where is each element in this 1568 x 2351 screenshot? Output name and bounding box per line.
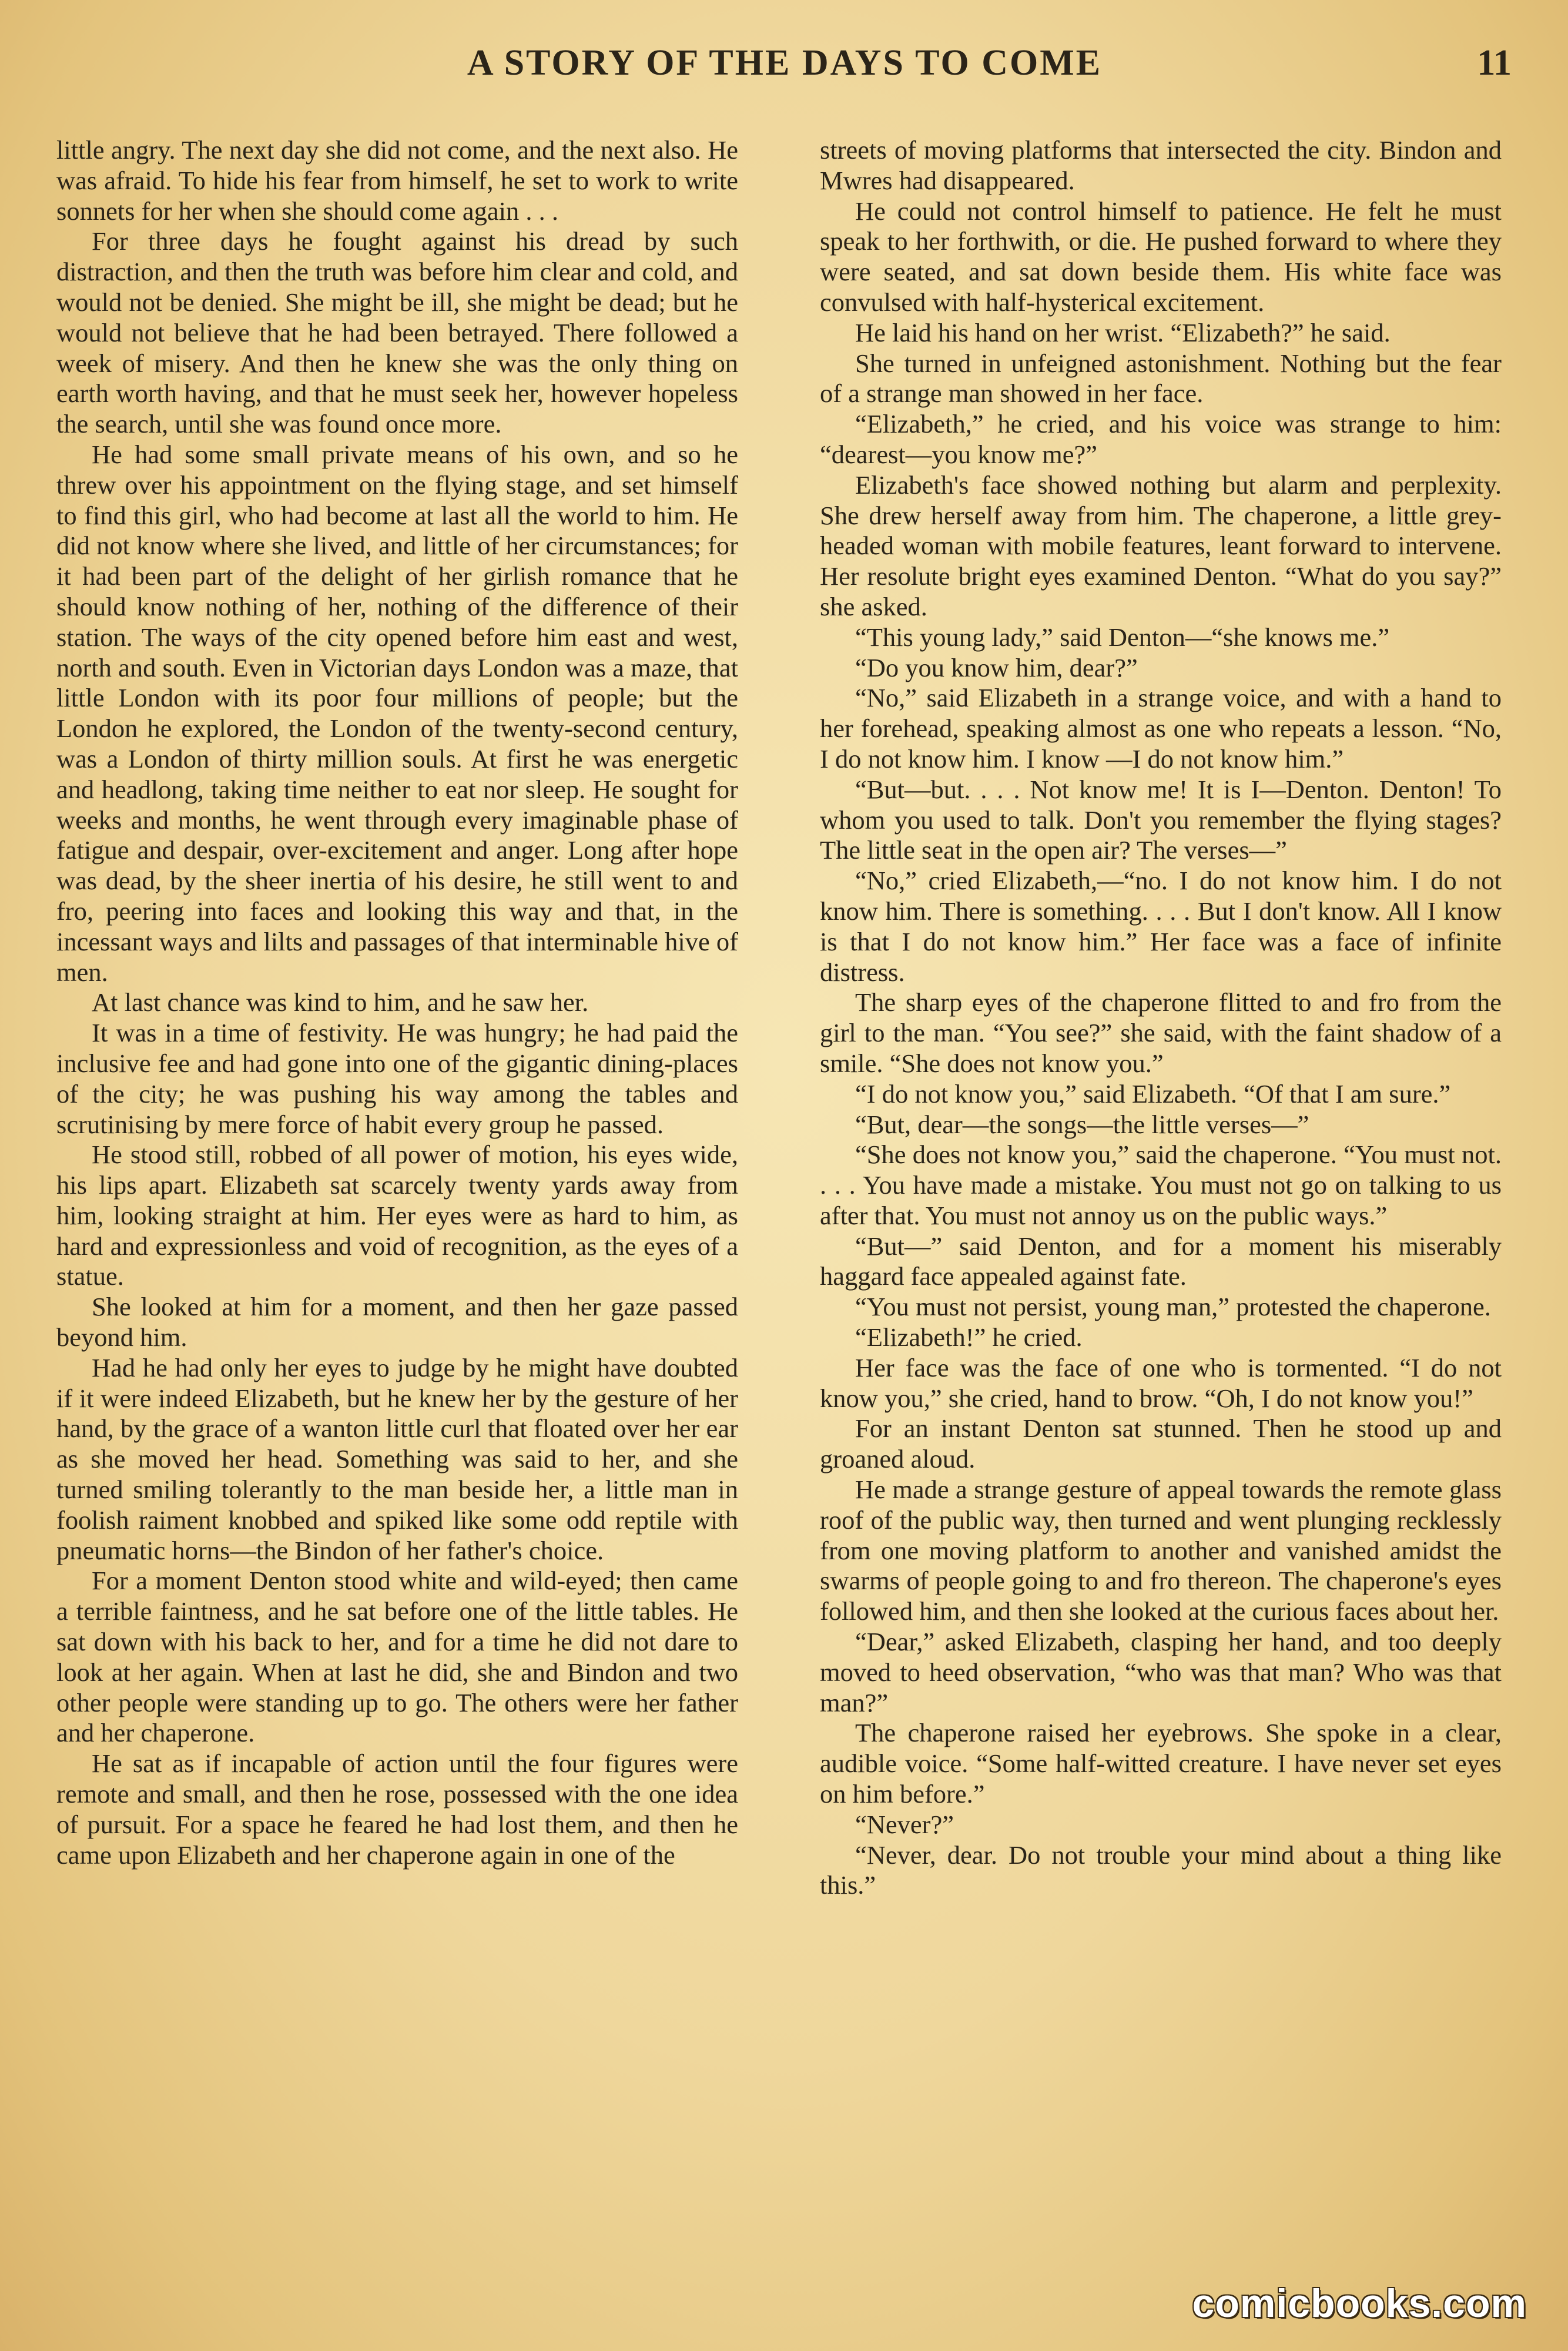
- paragraph: He had some small private means of his own, and so he threw over his appointment on the flying stage, and set himself to find this girl, who had become at last all the world to him. He did not know where she lived, and little of her circumstances; for it had been part of the delight of her girlish romance that he should know nothing of her, nothing of the difference of their station. The ways of the city opened before him east and west, north and south. Even in Victorian days London was a maze, that little London with its poor four millions of people; but the London he explored, the London of the twenty-second century, was a London of thirty million souls. At first he was energetic and headlong, taking time neither to eat nor sleep. He sought for weeks and months, he went through every imaginable phase of fatigue and despair, over-excitement and anger. Long after hope was dead, by the sheer inertia of his desire, he still went to and fro, peering into faces and looking this way and that, in the incessant ways and lilts and passages of that interminable hive of men.: [56, 439, 738, 987]
- paragraph: He laid his hand on her wrist. “Elizabeth?” he said.: [855, 317, 1391, 347]
- paragraph: He could not control himself to patience. He felt he must speak to her forthwith, or die. He pushed forward to where they were seated, and sat down beside them. His white face was convulsed with half-hysterical excitement.: [820, 196, 1502, 317]
- paragraph: For three days he fought against his dread by such distraction, and then the truth was before him clear and cold, and would not be denied. She might be ill, she might be dead; but he would not believe that he had been betrayed. There followed a week of misery. And then he knew she was the only thing on earth worth having, and that he must seek her, however hopeless the search, until she was found once more.: [56, 226, 738, 439]
- paragraph: He made a strange gesture of appeal towards the remote glass roof of the public way, then turned and went plunging recklessly from one moving platform to another and vanished amidst the swarms of people going to and fro thereon. The chaperone's eyes followed him, and then she looked at the curious faces about her.: [820, 1475, 1502, 1626]
- paragraph: “She does not know you,” said the chaperone. “You must not. . . . You have made a mistake. You must not go on talking to us after that. You must not annoy us on the public ways.”: [820, 1140, 1502, 1230]
- paragraph: “But—but. . . . Not know me! It is I—Denton. Denton! To whom you used to talk. Don't you remember the flying stages? The little seat in the open air? The verses—”: [820, 774, 1502, 865]
- paragraph: The sharp eyes of the chaperone flitted to and fro from the girl to the man. “You see?” she said, with the faint shadow of a smile. “She does not know you.”: [820, 987, 1502, 1078]
- paragraph: “Dear,” asked Elizabeth, clasping her hand, and too deeply moved to heed observation, “who was that man? Who was that man?”: [820, 1627, 1502, 1717]
- paragraph: He sat as if incapable of action until the four figures were remote and small, and then he rose, possessed with the one idea of pursuit. For a space he feared he had lost them, and then he came upon Elizabeth and her chaperone again in one of the: [56, 1749, 738, 1870]
- paragraph: It was in a time of festivity. He was hungry; he had paid the inclusive fee and had gone into one of the gigantic dining-places of the city; he was pushing his way among the tables and scrutinising by mere force of habit every group he passed.: [56, 1018, 738, 1139]
- paragraph: He stood still, robbed of all power of motion, his eyes wide, his lips apart. Elizabeth sat scarcely twenty yards away from him, looking straight at him. Her eyes were as hard to him, as hard and expressionless and void of recognition, as the eyes of a statue.: [56, 1140, 738, 1291]
- paragraph: “No,” cried Elizabeth,—“no. I do not know him. I do not know him. There is something. . . . But I don't know. All I know is that I do not know him.” Her face was a face of infinite distress.: [820, 866, 1502, 987]
- paragraph: She looked at him for a moment, and then her gaze passed beyond him.: [56, 1292, 738, 1352]
- paragraph: For an instant Denton sat stunned. Then he stood up and groaned aloud.: [820, 1414, 1502, 1474]
- page-header: [53, 36, 1516, 101]
- paragraph: little angry. The next day she did not come, and the next also. He was afraid. To hide his fear from himself, he set to work to write sonnets for her when she should come again . . .: [56, 135, 738, 226]
- paragraph: “No,” said Elizabeth in a strange voice, and with a hand to her forehead, speaking almost as one who repeats a lesson. “No, I do not know him. I know —I do not know him.”: [820, 683, 1502, 773]
- paragraph: “Elizabeth!” he cried.: [855, 1322, 1083, 1352]
- paragraph: She turned in unfeigned astonishment. Nothing but the fear of a strange man showed in her face.: [820, 348, 1502, 408]
- paragraph: The chaperone raised her eyebrows. She spoke in a clear, audible voice. “Some half-witted creature. I have never set eyes on him before.”: [820, 1718, 1502, 1809]
- paragraph: Had he had only her eyes to judge by he might have doubted if it were indeed Elizabeth, but he knew her by the gesture of her hand, by the grace of a wanton little curl that floated over her ear as she moved her head. Something was said to her, and she turned smiling tolerantly to the man beside her, a little man in foolish raiment knobbed and spiked like some odd reptile with pneumatic horns—the Bindon of her father's choice.: [56, 1352, 738, 1565]
- paragraph: streets of moving platforms that intersected the city. Bindon and Mwres had disappeared.: [820, 135, 1502, 195]
- paragraph: For a moment Denton stood white and wild-eyed; then came a terrible faintness, and he sat before one of the little tables. He sat down with his back to her, and for a time he did not dare to look at her again. When at last he did, she and Bindon and two other people were standing up to go. The others were her father and her chaperone.: [56, 1566, 738, 1748]
- paragraph: “I do not know you,” said Elizabeth. “Of that I am sure.”: [855, 1079, 1451, 1108]
- page-number: 11: [1477, 43, 1512, 83]
- site-watermark: comicbooks.com: [1192, 2281, 1527, 2326]
- paragraph: “Never, dear. Do not trouble your mind about a thing like this.”: [820, 1840, 1502, 1900]
- paragraph: “But, dear—the songs—the little verses—”: [855, 1109, 1309, 1139]
- paragraph: “But—” said Denton, and for a moment his miserably haggard face appealed against fate.: [820, 1231, 1502, 1291]
- paragraph: “You must not persist, young man,” protested the chaperone.: [855, 1292, 1491, 1322]
- left-column: [56, 135, 738, 2198]
- right-column: [820, 135, 1502, 2198]
- paragraph: Her face was the face of one who is tormented. “I do not know you,” she cried, hand to brow. “Oh, I do not know you!”: [820, 1352, 1502, 1413]
- paragraph: Elizabeth's face showed nothing but alarm and perplexity. She drew herself away from him. The chaperone, a little grey-headed woman with mobile features, leant forward to intervene. Her resolute bright eyes examined Denton. “What do you say?” she asked.: [820, 470, 1502, 621]
- paragraph: “Never?”: [855, 1809, 954, 1839]
- paragraph: “Elizabeth,” he cried, and his voice was strange to him: “dearest—you know me?”: [820, 409, 1502, 469]
- paragraph: “This young lady,” said Denton—“she knows me.”: [855, 622, 1390, 652]
- paragraph: At last chance was kind to him, and he saw her.: [92, 987, 589, 1017]
- paragraph: “Do you know him, dear?”: [855, 652, 1138, 682]
- running-title: A STORY OF THE DAYS TO COME: [467, 43, 1103, 83]
